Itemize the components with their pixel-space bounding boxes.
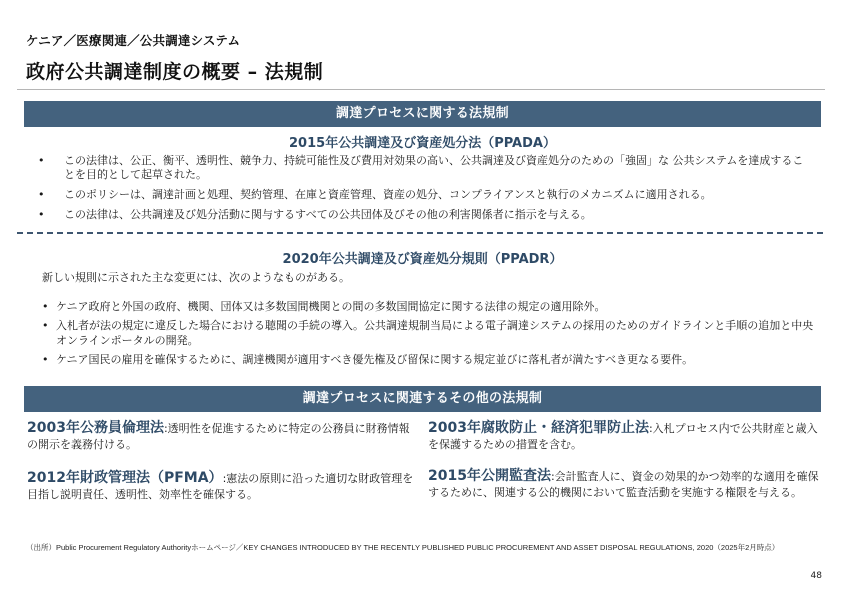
ppadr-intro: 新しい規則に示された主な変更には、次のようなものがある。 (42, 271, 350, 284)
breadcrumb: ケニア／医療関連／公共調達システム (26, 33, 241, 48)
bullet-icon: • (38, 154, 45, 167)
law-description: :憲法の原則に沿った適切な財政管理を目指し説明責任、透明性、効率性を確保する。 (27, 472, 414, 501)
list-item: • ケニア国民の雇用を確保するために、調達機関が適用すべき優先権及び留保に関する規定並びに落札者が満たすべき更なる要件。 (42, 353, 694, 366)
law-anti-corruption (428, 420, 820, 453)
section-bar-other-regulations: 調達プロセスに関連するその他の法規制 (24, 386, 821, 412)
page-number: 48 (810, 571, 822, 581)
bullet-icon: • (42, 353, 49, 366)
law-description: :入札プロセス内で公共財産と歳入を保護するための措置を含む。 (428, 422, 818, 451)
bullet-icon: • (38, 208, 45, 221)
ppadr-bullet-list (42, 299, 814, 371)
law-public-audit (428, 468, 820, 501)
ppada-heading: 2015年公共調達及び資産処分法（PPADA） (289, 136, 556, 151)
list-item: • このポリシーは、調達計画と処理、契約管理、在庫と資産管理、資産の処分、コンプライアンスと執行のメカニズムに適用される。 (38, 188, 712, 201)
section-bar-procurement-regulations: 調達プロセスに関する法規制 (24, 101, 821, 127)
dashed-divider (17, 232, 823, 234)
law-name: 2003年腐敗防止・経済犯罪防止法 (428, 420, 649, 436)
list-item: • 入札者が法の規定に違反した場合における聴聞の手続の導入。公共調達規制当局による電子調達システムの採用のためのガイドラインと手順の追加と中央オンラインポータルの開発。 (42, 319, 814, 347)
law-name: 2003年公務員倫理法 (27, 420, 164, 436)
page-title: 政府公共調達制度の概要 – 法規制 (26, 61, 324, 83)
bullet-icon: • (42, 319, 49, 332)
list-item: • この法律は、公正、衡平、透明性、競争力、持続可能性及び費用対効果の高い、公共調達及び資産処分のための「強固」な 公共システムを達成することを目的として起草された。 (38, 154, 804, 181)
law-pfma (27, 470, 419, 503)
bullet-icon: • (42, 300, 49, 313)
source-note: （出所）Public Procurement Regulatory Authorityホームページ／KEY CHANGES INTRODUCED BY THE RECENTLY PUBLISHED PUBLIC PROCUREMENT AND ASSET DISPOSAL REGULATIONS, 2020（2025年2月時点） (26, 543, 780, 552)
title-divider (17, 89, 825, 90)
law-description: :会計監査人に、資金の効果的かつ効率的な適用を確保するために、関連する公的機関において監査活動を実施する権限を与える。 (428, 470, 819, 499)
list-item: • ケニア政府と外国の政府、機関、団体又は多数国間機関との間の多数国間協定に関する法律の規定の適用除外。 (42, 300, 606, 313)
law-name: 2015年公開監査法 (428, 468, 551, 484)
bullet-icon: • (38, 188, 45, 201)
law-name: 2012年財政管理法（PFMA） (27, 470, 223, 486)
ppada-bullet-list (38, 154, 810, 228)
ppadr-heading: 2020年公共調達及び資産処分規則（PPADR） (282, 252, 563, 267)
list-item: • この法律は、公共調達及び処分活動に関与するすべての公共団体及びその他の利害関係者に指示を与える。 (38, 208, 592, 221)
law-public-officer-ethics (27, 420, 419, 453)
law-description: :透明性を促進するために特定の公務員に財務情報の開示を義務付ける。 (27, 422, 410, 451)
